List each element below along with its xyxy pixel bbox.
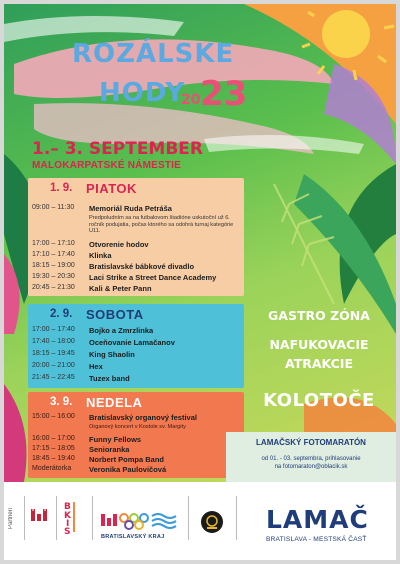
photo-marathon-title: LAMAČSKÝ FOTOMARATÓN — [256, 438, 366, 447]
photo-marathon-email: na fotomaraton@oblacik.sk — [274, 463, 348, 470]
event-time: 17:40 – 18:00 — [32, 338, 75, 345]
event-name: Hex — [89, 362, 103, 371]
castle-logo-icon — [30, 508, 48, 522]
partners-footer — [4, 482, 396, 560]
event-time: 18:15 – 19:45 — [32, 350, 75, 357]
promo-carousels: KOLOTOČE — [263, 390, 375, 411]
program-row — [32, 273, 240, 283]
bratislava-region-label: BRATISLAVSKÝ KRAJ — [101, 534, 165, 540]
event-name: Bratislavský organový festival — [89, 413, 197, 422]
event-time: 17:15 – 18:05 — [32, 445, 75, 452]
divider — [188, 496, 189, 540]
event-time: 17:00 – 17:40 — [32, 326, 75, 333]
event-time: 09:00 – 11:30 — [32, 204, 75, 211]
svg-text:I: I — [66, 519, 70, 529]
event-time: 18:45 – 19:40 — [32, 455, 75, 462]
day-block-sunday — [28, 392, 244, 478]
day-date: 1. 9. — [50, 182, 73, 194]
festival-dates: 1.– 3. SEPTEMBER — [32, 139, 204, 159]
event-time: Moderátorka — [32, 465, 72, 472]
poster-artwork — [4, 4, 396, 482]
event-name: Bratislavské bábkové divadlo — [89, 262, 195, 271]
festival-venue: MALOKARPATSKÉ NÁMESTIE — [32, 160, 182, 171]
bratislava-region-logo-icon — [100, 510, 178, 532]
program-row — [32, 455, 240, 465]
divider — [92, 496, 93, 540]
event-name: Senioranka — [89, 445, 130, 454]
event-name: Norbert Pompa Band — [89, 455, 165, 464]
program-row — [32, 445, 240, 455]
event-name: Otvorenie hodov — [89, 240, 149, 249]
promo-inflatables-line2: ATRAKCIE — [284, 356, 354, 371]
program-row — [32, 465, 240, 475]
event-time: 20:00 – 21:00 — [32, 362, 75, 369]
event-name: Veronika Paulovičová — [89, 465, 167, 474]
festival-title-line1: ROZÁLSKE — [72, 39, 235, 69]
event-name: Bojko a Zmrzlinka — [89, 326, 154, 335]
event-name: Laci Strike a Street Dance Academy — [89, 273, 217, 282]
photo-marathon-dates: od 01. - 03. septembra, prihlasovanie — [261, 456, 361, 462]
divider — [24, 496, 25, 540]
svg-text:K: K — [64, 511, 71, 521]
event-time: 17:10 – 17:40 — [32, 251, 75, 258]
program-row — [32, 413, 240, 423]
divider — [56, 496, 57, 540]
day-name: SOBOTA — [86, 307, 144, 322]
divider — [236, 496, 237, 540]
program-row — [32, 251, 240, 261]
event-note: Organový koncert v Kostole sv. Margity — [89, 424, 186, 430]
year-suffix: 23 — [200, 74, 248, 114]
event-time: 19:30 – 20:30 — [32, 273, 75, 280]
event-time: 21:45 – 22:45 — [32, 374, 75, 381]
program-row — [32, 338, 240, 348]
event-time: 17:00 – 17:10 — [32, 240, 75, 247]
photo-marathon-text — [226, 456, 396, 471]
program-row — [32, 284, 240, 294]
day-name: PIATOK — [86, 181, 137, 196]
bkis-logo-icon — [62, 500, 80, 534]
partners-label: Partneri — [8, 508, 14, 530]
event-note: Predpoludním sa na futbalovom štadióne uskutoční už 6. ročník podujatia, počas ktorého sa odohrá turnaj kategórie U11. — [89, 215, 234, 235]
program-row — [32, 435, 240, 445]
event-name: Klinka — [89, 251, 112, 260]
program-row — [32, 374, 240, 384]
event-poster — [4, 4, 396, 560]
event-name: Funny Fellows — [89, 435, 142, 444]
event-time: 20:45 – 21:30 — [32, 284, 75, 291]
day-name: NEDELA — [86, 395, 143, 410]
program-row — [32, 240, 240, 250]
promo-gastro: GASTRO ZÓNA — [268, 308, 370, 323]
program-row — [32, 350, 240, 360]
photo-marathon-box — [226, 432, 396, 482]
festival-title-line2: HODY — [99, 78, 186, 108]
program-row — [32, 262, 240, 272]
program-row — [32, 204, 240, 214]
lamac-subtitle: BRATISLAVA - MESTSKÁ ČASŤ — [266, 536, 367, 543]
svg-text:S: S — [64, 527, 71, 534]
day-block-friday — [28, 178, 244, 296]
day-block-saturday — [28, 304, 244, 388]
event-name: Memoriál Ruda Petráša — [89, 204, 172, 213]
event-time: 16:00 – 17:00 — [32, 435, 75, 442]
program-row — [32, 362, 240, 372]
day-date: 2. 9. — [50, 308, 73, 320]
promo-inflatables-line1: NAFUKOVACIE — [269, 337, 369, 352]
lamac-logo: LAMAČ — [266, 505, 369, 534]
svg-text:B: B — [64, 502, 71, 512]
event-time: 18:15 – 19:00 — [32, 262, 75, 269]
event-name: Kali & Peter Pann — [89, 284, 152, 293]
event-time: 15:00 – 16:00 — [32, 413, 75, 420]
program-row — [32, 326, 240, 336]
partner-badge-logo-icon — [200, 510, 224, 534]
year-prefix: 20 — [181, 92, 201, 108]
day-date: 3. 9. — [50, 396, 73, 408]
event-name: Oceňovanie Lamačanov — [89, 338, 175, 347]
event-name: Tuzex band — [89, 374, 130, 383]
event-name: King Shaolin — [89, 350, 135, 359]
